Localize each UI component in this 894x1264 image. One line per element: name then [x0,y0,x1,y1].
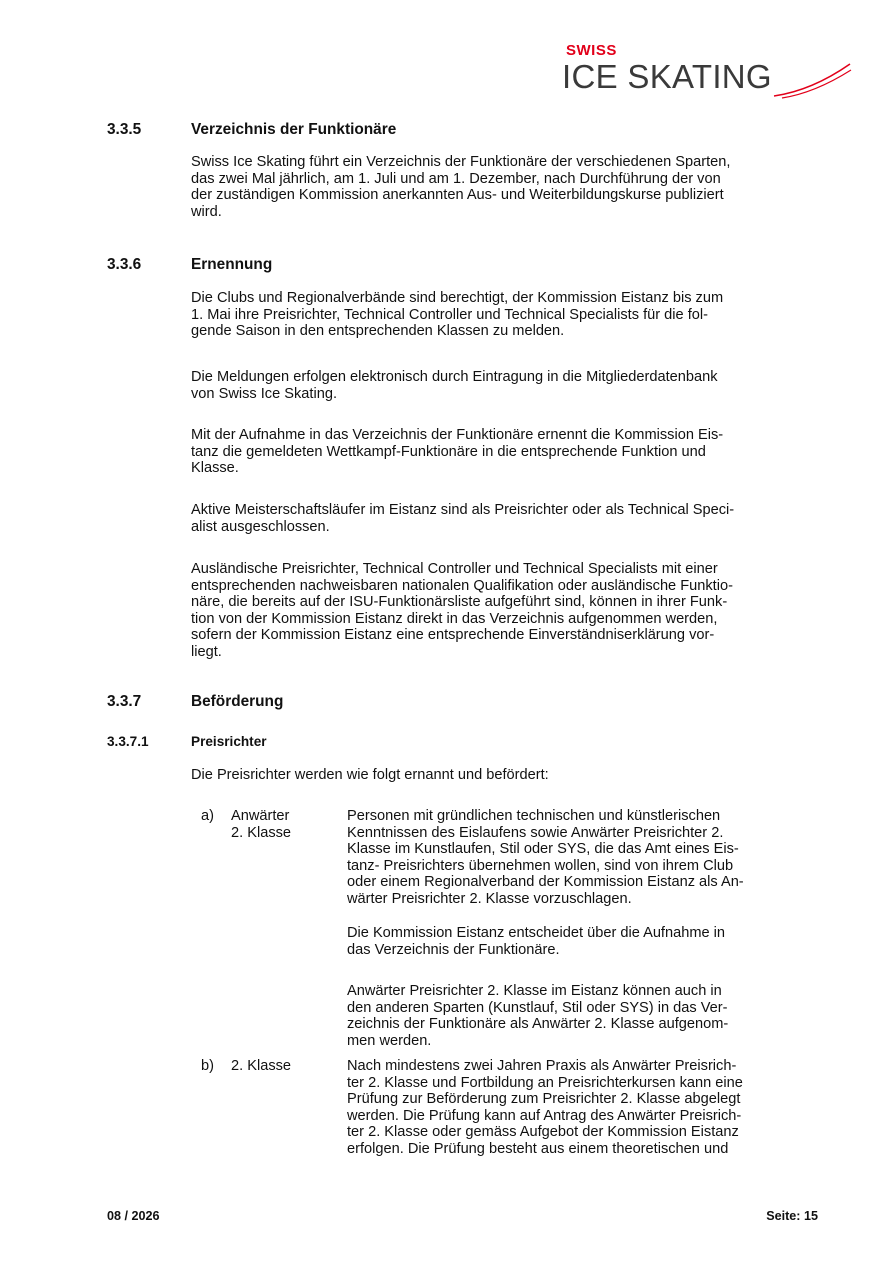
text-line: 1. Mai ihre Preisrichter, Technical Controller und Technical Specialists für die fol- [191,306,708,323]
text-line: Die Kommission Eistanz entscheidet über die Aufnahme in [347,925,726,941]
swiss-ice-skating-logo [560,40,852,110]
section-number: 3.3.5 [107,121,142,138]
text-line: Die Preisrichter werden wie folgt ernannt und befördert: [191,767,549,783]
text-line: Nach mindestens zwei Jahren Praxis als Anwärter Preisrich- [347,1058,737,1074]
text-line: wird. [191,203,222,220]
section-number: 3.3.6 [107,256,142,273]
footer-page-number: Seite: 15 [766,1209,818,1223]
text-line: ter 2. Klasse oder gemäss Aufgebot der Kommission Eistanz [347,1124,739,1140]
paragraph [191,290,811,340]
list-item-letter: a) [201,808,214,824]
text-line: Mit der Aufnahme in das Verzeichnis der Funktionäre ernennt die Kommission Eis- [191,427,724,443]
text-line: von Swiss Ice Skating. [191,385,338,402]
list-item-label [231,1058,291,1075]
section-title: Verzeichnis der Funktionäre [191,121,397,138]
text-line: 2. Klasse [231,824,292,841]
text-line: das zwei Mal jährlich, am 1. Juli und am 1. Dezember, nach Durchführung der von [191,170,721,187]
section-title: Preisrichter [191,734,267,749]
text-line: sofern der Kommission Eistanz eine entsprechende Einverständniserklärung vor- [191,627,715,643]
section-number: 3.3.7 [107,693,142,710]
text-line: wärter Preisrichter 2. Klasse vorzuschlagen. [347,890,632,907]
text-line: Aktive Meisterschaftsläufer im Eistanz sind als Preisrichter oder als Technical Speci- [191,502,735,518]
text-line: tanz- Preisrichters übernehmen wollen, sind von ihrem Club [347,857,734,874]
paragraph [191,767,811,784]
text-line: men werden. [347,1032,432,1049]
section-number: 3.3.7.1 [107,734,149,749]
text-line: Kenntnissen des Eislaufens sowie Anwärter Preisrichter 2. [347,824,724,841]
text-line: der zuständigen Kommission anerkannten Aus- und Weiterbildungskurse publiziert [191,187,724,203]
text-line: Die Clubs und Regionalverbände sind berechtigt, der Kommission Eistanz bis zum [191,290,724,306]
list-item-text [347,808,807,907]
text-line: den anderen Sparten (Kunstlauf, Stil oder SYS) in das Ver- [347,999,728,1016]
text-line: entsprechenden nachweisbaren nationalen Qualifikation oder ausländische Funktio- [191,577,733,594]
list-item-text [347,983,807,1049]
text-line: erfolgen. Die Prüfung besteht aus einem theoretischen und [347,1140,729,1157]
logo-swiss-text: SWISS [566,42,617,59]
section-title: Ernennung [191,256,273,273]
text-line: Klasse. [191,460,239,476]
text-line: 2. Klasse [231,1058,292,1074]
list-item-label [231,808,291,841]
section-title: Beförderung [191,693,284,710]
paragraph [191,369,811,402]
text-line: Swiss Ice Skating führt ein Verzeichnis der Funktionäre der verschiedenen Sparten, [191,154,731,170]
text-line: Prüfung zur Beförderung zum Preisrichter 2. Klasse abgelegt [347,1091,741,1107]
text-line: Klasse im Kunstlaufen, Stil oder SYS, die das Amt eines Eis- [347,841,739,857]
text-line: Die Meldungen erfolgen elektronisch durch Eintragung in die Mitgliederdatenbank [191,369,718,385]
text-line: näre, die bereits auf der ISU-Funktionärsliste aufgeführt sind, können in ihrer Funk- [191,594,728,610]
list-item-letter: b) [201,1058,214,1074]
paragraph [191,154,811,220]
text-line: Anwärter Preisrichter 2. Klasse im Eistanz können auch in [347,983,722,999]
text-line: liegt. [191,643,222,660]
list-item-text [347,925,807,958]
list-item-text [347,1058,807,1157]
text-line: werden. Die Prüfung kann auf Antrag des Anwärter Preisrich- [347,1107,742,1124]
text-line: Personen mit gründlichen technischen und künstlerischen [347,808,721,824]
text-line: Ausländische Preisrichter, Technical Controller und Technical Specialists mit einer [191,561,718,577]
text-line: das Verzeichnis der Funktionäre. [347,941,560,958]
text-line: Anwärter [231,808,290,824]
text-line: tanz die gemeldeten Wettkampf-Funktionäre in die entsprechende Funktion und [191,443,706,460]
paragraph [191,427,811,477]
text-line: tion von der Kommission Eistanz direkt in das Verzeichnis aufgenommen werden, [191,610,718,627]
text-line: alist ausgeschlossen. [191,518,330,535]
text-line: oder einem Regionalverband der Kommission Eistanz als An- [347,874,744,890]
logo-swoosh-icon [772,62,852,102]
logo-ice-skating-text: ICE SKATING [562,58,772,95]
paragraph [191,561,811,660]
footer-date: 08 / 2026 [107,1209,160,1223]
paragraph [191,502,811,535]
text-line: gende Saison in den entsprechenden Klassen zu melden. [191,323,565,339]
text-line: ter 2. Klasse und Fortbildung an Preisrichterkursen kann eine [347,1074,743,1091]
text-line: zeichnis der Funktionäre als Anwärter 2. Klasse aufgenom- [347,1016,729,1032]
